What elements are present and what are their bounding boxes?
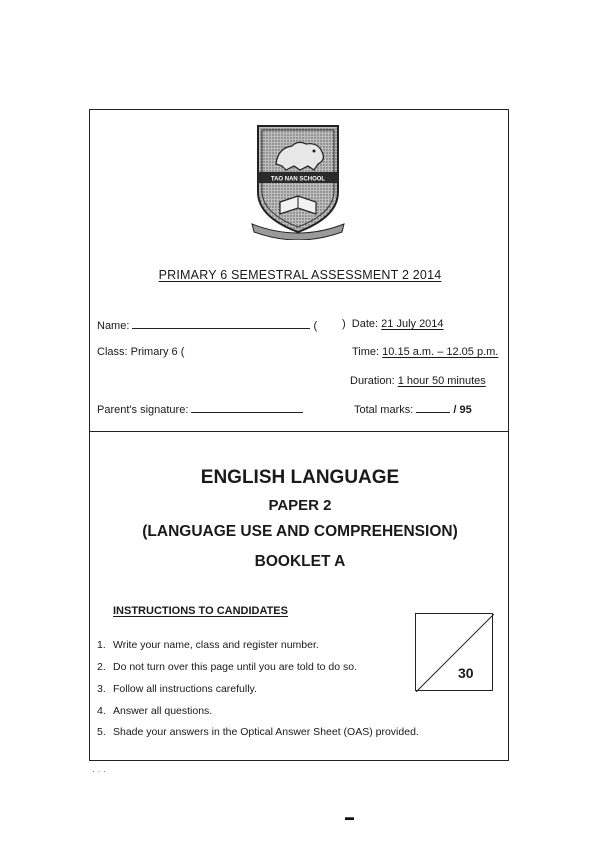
class-field: Class: Primary 6 ( bbox=[97, 346, 185, 358]
total-marks-field: Total marks: / 95 bbox=[354, 404, 472, 416]
name-field: Name: ( bbox=[97, 320, 318, 332]
marks-box bbox=[415, 613, 493, 691]
signature-blank-line bbox=[191, 402, 303, 413]
duration-field: Duration: 1 hour 50 minutes bbox=[350, 375, 486, 387]
component-title: (LANGUAGE USE AND COMPREHENSION) bbox=[142, 523, 458, 540]
diagonal-line bbox=[416, 614, 494, 692]
scan-speck: · · · bbox=[92, 766, 106, 776]
paper-title: PAPER 2 bbox=[268, 497, 332, 514]
date-field: ) Date: 21 July 2014 bbox=[342, 318, 444, 330]
instruction-item: 4. Answer all questions. bbox=[97, 705, 213, 717]
subject-title: ENGLISH LANGUAGE bbox=[200, 467, 400, 488]
instruction-item: 2. Do not turn over this page until you are told to do so. bbox=[97, 661, 357, 673]
booklet-title: BOOKLET A bbox=[254, 553, 346, 570]
instructions-heading: INSTRUCTIONS TO CANDIDATES bbox=[113, 605, 288, 617]
instruction-item: 3. Follow all instructions carefully. bbox=[97, 683, 257, 695]
assessment-heading: PRIMARY 6 SEMESTRAL ASSESSMENT 2 2014 bbox=[158, 268, 442, 282]
instruction-item: 5. Shade your answers in the Optical Answer Sheet (OAS) provided. bbox=[97, 726, 419, 738]
marks-box-max: 30 bbox=[458, 665, 474, 681]
svg-text:TAO NAN SCHOOL: TAO NAN SCHOOL bbox=[270, 176, 326, 183]
name-blank-line bbox=[132, 318, 310, 329]
instruction-item: 1. Write your name, class and register number. bbox=[97, 639, 319, 651]
scan-speck: ▬ bbox=[345, 812, 354, 822]
section-divider bbox=[89, 431, 509, 432]
parent-signature-field: Parent's signature: bbox=[97, 402, 303, 416]
marks-blank-line bbox=[416, 402, 450, 413]
school-crest-icon bbox=[248, 122, 348, 240]
time-field: Time: 10.15 a.m. – 12.05 p.m. bbox=[352, 346, 499, 358]
